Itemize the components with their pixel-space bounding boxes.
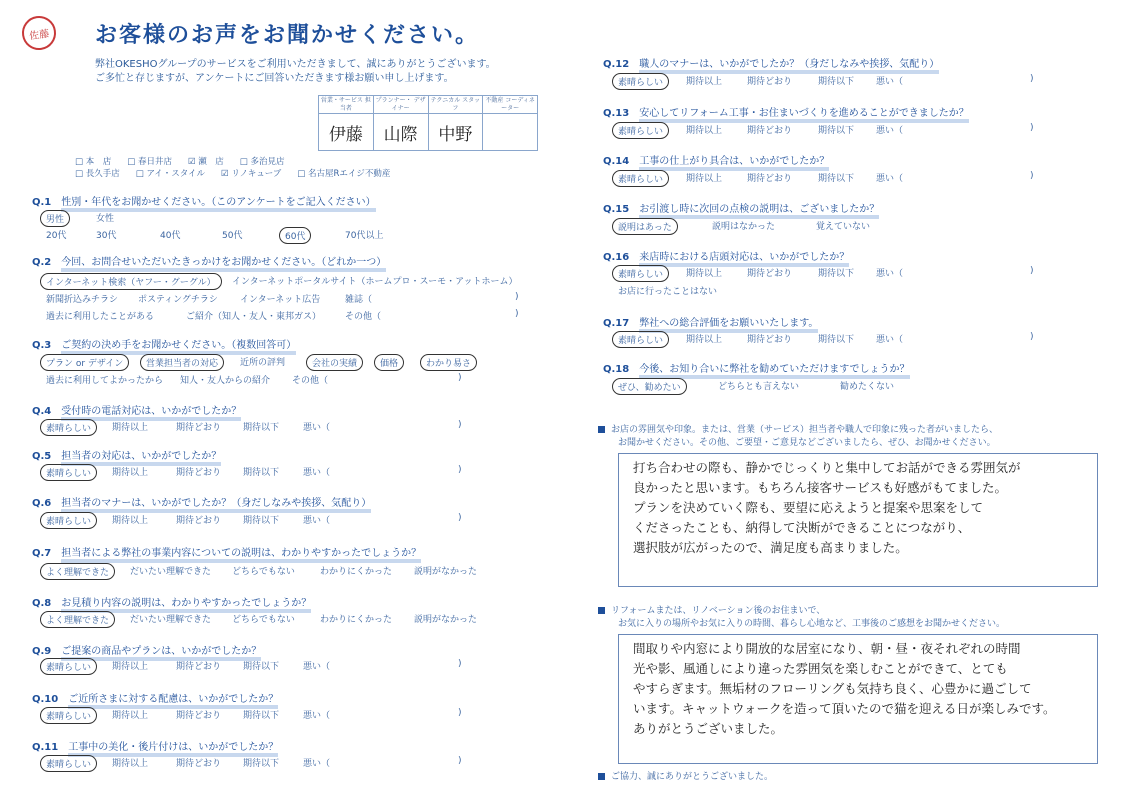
- question-q7: [32, 544, 421, 559]
- option[interactable]: どちらでもない: [232, 567, 295, 577]
- question-text: 担当者の対応は、いかがでしたか？: [61, 451, 221, 466]
- option[interactable]: 女性: [96, 214, 115, 224]
- question-q4: [32, 402, 241, 417]
- option: ): [515, 292, 519, 302]
- option-selected[interactable]: プラン or デザイン: [40, 354, 129, 371]
- square-bullet-icon: [598, 607, 605, 614]
- option-selected[interactable]: 説明はあった: [612, 218, 678, 235]
- rating-option[interactable]: 期待どおり: [176, 423, 222, 433]
- option-selected[interactable]: よく理解できた: [40, 563, 115, 580]
- rating-option[interactable]: 悪い（: [303, 711, 331, 721]
- option[interactable]: 20代: [46, 231, 67, 241]
- option[interactable]: インターネット広告: [240, 295, 321, 305]
- rating-close: ): [458, 513, 462, 523]
- comment-line: ありがとうございました。: [633, 721, 784, 736]
- rating-option[interactable]: 悪い（: [303, 423, 331, 433]
- rating-option[interactable]: 悪い（: [876, 269, 904, 279]
- rating-option[interactable]: 悪い（: [303, 516, 331, 526]
- question-number: Q.18: [603, 364, 630, 375]
- rating-close: ): [1030, 332, 1034, 342]
- option[interactable]: 勧めたくない: [840, 382, 895, 392]
- rating-option[interactable]: 悪い（: [876, 335, 904, 345]
- question-text: 安心してリフォーム工事・お住まいづくりを進めることができましたか？: [639, 108, 969, 123]
- comment-box-2[interactable]: [618, 634, 1098, 764]
- question-q5: [32, 447, 221, 462]
- rating-selected[interactable]: 素晴らしい: [612, 265, 669, 282]
- rating-close: ): [1030, 74, 1034, 84]
- rating-option[interactable]: 期待以下: [818, 269, 855, 279]
- rating-option[interactable]: 期待以下: [243, 423, 280, 433]
- option-selected[interactable]: よく理解できた: [40, 611, 115, 628]
- option[interactable]: 雑誌（: [345, 295, 373, 305]
- option[interactable]: 説明がなかった: [414, 567, 478, 577]
- question-text: ご近所さまに対する配慮は、いかがでしたか？: [68, 694, 278, 709]
- store-checkbox[interactable]: □ 多治見店: [239, 157, 285, 167]
- option[interactable]: 覚えていない: [816, 222, 871, 232]
- rating-close: ): [1030, 171, 1034, 181]
- rating-selected[interactable]: 素晴らしい: [612, 122, 669, 139]
- rating-option[interactable]: 期待以下: [243, 516, 280, 526]
- question-number: Q.11: [32, 742, 59, 753]
- store-checkbox[interactable]: □ 本 店: [75, 157, 112, 167]
- rating-option[interactable]: 期待どおり: [176, 468, 222, 478]
- question-q13: [603, 104, 969, 119]
- rating-option[interactable]: 期待以上: [686, 77, 723, 87]
- rating-option[interactable]: 期待以上: [686, 174, 723, 184]
- question-number: Q.6: [32, 498, 52, 509]
- question-text: 担当者による弊社の事業内容についての説明は、わかりやすかったでしょうか？: [61, 548, 421, 563]
- comment-box-1[interactable]: [618, 453, 1098, 587]
- rating-option[interactable]: 期待以上: [686, 269, 723, 279]
- store-checkboxes: [75, 156, 390, 180]
- rating-option[interactable]: 期待どおり: [747, 174, 793, 184]
- rating-option[interactable]: 期待どおり: [176, 516, 222, 526]
- question-number: Q.4: [32, 406, 52, 417]
- rating-close: ): [1030, 266, 1034, 276]
- option[interactable]: 50代: [222, 231, 243, 241]
- comment-line: 光や影、風通しにより違った雰囲気を楽しむことができて、とても: [633, 661, 1008, 676]
- option[interactable]: 30代: [96, 231, 117, 241]
- option[interactable]: 近所の評判: [240, 358, 286, 368]
- question-text: 来店時における店頭対応は、いかがでしたか？: [639, 252, 849, 267]
- rating-option[interactable]: 期待以上: [112, 759, 149, 769]
- question-q15: [603, 200, 879, 215]
- store-checkbox[interactable]: □ 名古屋Rエイジ不動産: [297, 169, 391, 179]
- question-q18: [603, 360, 910, 375]
- seal-stamp: 佐藤: [20, 14, 58, 52]
- rating-option[interactable]: 期待どおり: [176, 662, 222, 672]
- staff-name: 伊藤: [328, 125, 363, 145]
- option[interactable]: その他（: [292, 376, 329, 386]
- store-checkbox[interactable]: □ アイ・スタイル: [135, 169, 206, 179]
- rating-option[interactable]: 期待以上: [686, 126, 723, 136]
- staff-name: 山際: [383, 125, 418, 145]
- rating-selected[interactable]: 素晴らしい: [40, 419, 97, 436]
- option[interactable]: 過去に利用してよかったから: [46, 376, 164, 386]
- question-number: Q.9: [32, 646, 52, 657]
- rating-close: ): [458, 708, 462, 718]
- prompt-line: リフォームまたは、リノベーション後のお住まいで、: [598, 605, 1005, 618]
- rating-option[interactable]: 悪い（: [876, 77, 904, 87]
- rating-option[interactable]: 期待以上: [112, 711, 149, 721]
- option[interactable]: その他（: [345, 312, 382, 322]
- rating-option[interactable]: 期待どおり: [747, 269, 793, 279]
- staff-role: 不動産 コーディネーター: [483, 96, 537, 114]
- question-q9: [32, 642, 261, 657]
- rating-option[interactable]: 期待以下: [818, 174, 855, 184]
- staff-col: [374, 96, 429, 150]
- question-q12: [603, 55, 939, 70]
- question-text: 受付時の電話対応は、いかがでしたか？: [61, 406, 241, 421]
- staff-name: [483, 114, 537, 150]
- question-q10: [32, 690, 278, 705]
- rating-option[interactable]: 期待以下: [243, 711, 280, 721]
- question-q2: [32, 253, 386, 268]
- question-number: Q.5: [32, 451, 52, 462]
- option[interactable]: 過去に利用したことがある: [46, 312, 155, 322]
- question-number: Q.16: [603, 252, 630, 263]
- question-number: Q.1: [32, 197, 52, 208]
- intro-line: 弊社OKESHOグループのサービスをご利用いただきまして、誠にありがとうございます。: [95, 59, 496, 70]
- question-number: Q.3: [32, 340, 52, 351]
- rating-selected[interactable]: 素晴らしい: [40, 707, 97, 724]
- option[interactable]: ご紹介（知人・友人・東邦ガス）: [186, 312, 322, 322]
- rating-option[interactable]: 期待以上: [112, 662, 149, 672]
- staff-col: [483, 96, 537, 150]
- option[interactable]: どちらとも言えない: [718, 382, 800, 392]
- option[interactable]: 新聞折込みチラシ: [46, 295, 119, 305]
- rating-option[interactable]: 期待どおり: [747, 335, 793, 345]
- rating-selected[interactable]: 素晴らしい: [612, 73, 669, 90]
- option[interactable]: ポスティングチラシ: [138, 295, 218, 305]
- staff-role: テクニカル スタッフ: [429, 96, 483, 114]
- question-q16: [603, 248, 849, 263]
- rating-option[interactable]: 期待どおり: [747, 77, 793, 87]
- comment-line: います。キャットウォークを造って頂いたので猫を迎える日が楽しみです。: [633, 701, 1056, 716]
- option[interactable]: インターネットポータルサイト（ホームプロ・スーモ・アットホーム）: [232, 277, 518, 287]
- rating-option[interactable]: 期待どおり: [176, 759, 222, 769]
- square-bullet-icon: [598, 426, 605, 433]
- question-text: 職人のマナーは、いかがでしたか？（身だしなみや挨拶、気配り）: [639, 59, 939, 74]
- question-text: 弊社への総合評価をお願いいたします。: [639, 318, 818, 333]
- intro-text: [95, 58, 496, 86]
- question-text: 性別・年代をお聞かせください。（このアンケートをご記入ください）: [61, 197, 375, 212]
- option[interactable]: 説明はなかった: [712, 222, 776, 232]
- rating-option[interactable]: 悪い（: [876, 174, 904, 184]
- rating-option[interactable]: 期待以下: [243, 468, 280, 478]
- option-selected[interactable]: 会社の実績: [306, 354, 363, 371]
- option-selected[interactable]: 60代: [279, 227, 311, 244]
- option[interactable]: 40代: [160, 231, 181, 241]
- question-number: Q.13: [603, 108, 630, 119]
- staff-col: [319, 96, 374, 150]
- comment-line: やすらぎます。無垢材のフローリングも気持ち良く、心豊かに過ごして: [633, 681, 1032, 696]
- question-q17: [603, 314, 818, 329]
- question-number: Q.15: [603, 204, 630, 215]
- rating-option[interactable]: 期待以下: [818, 335, 855, 345]
- option[interactable]: 知人・友人からの紹介: [180, 376, 271, 386]
- question-number: Q.17: [603, 318, 630, 329]
- option-selected[interactable]: 男性: [40, 210, 70, 227]
- rating-option[interactable]: 期待以上: [686, 335, 723, 345]
- rating-selected[interactable]: 素晴らしい: [40, 658, 97, 675]
- prompt-line: お店の雰囲気や印象。または、営業（サービス）担当者や職人で印象に残った者がいましたら、: [598, 424, 998, 437]
- option[interactable]: 70代以上: [345, 231, 384, 241]
- rating-option[interactable]: 期待以下: [818, 77, 855, 87]
- staff-table: [318, 95, 538, 151]
- comment-line: 選択肢が広がったので、満足度も高まりました。: [633, 540, 908, 555]
- comment-line: 打ち合わせの際も、静かでじっくりと集中してお話ができる雰囲気が: [633, 460, 1021, 475]
- option: ): [458, 373, 462, 383]
- rating-selected[interactable]: 素晴らしい: [612, 331, 669, 348]
- comment-line: プランを決めていく際も、要望に応えようと提案や思案をして: [633, 500, 984, 515]
- rating-option[interactable]: 悪い（: [303, 662, 331, 672]
- question-text: ご提案の商品やプランは、いかがでしたか？: [61, 646, 261, 661]
- option[interactable]: お店に行ったことはない: [618, 287, 718, 297]
- rating-selected[interactable]: 素晴らしい: [612, 170, 669, 187]
- store-checkbox[interactable]: □ 長久手店: [75, 169, 120, 179]
- rating-option[interactable]: 期待どおり: [747, 126, 793, 136]
- comment-prompt-1: [598, 424, 998, 450]
- rating-selected[interactable]: 素晴らしい: [40, 755, 97, 772]
- option-selected[interactable]: ぜひ、勧めたい: [612, 378, 687, 395]
- question-number: Q.10: [32, 694, 59, 705]
- rating-option[interactable]: 期待以下: [818, 126, 855, 136]
- comment-line: 間取りや内窓により開放的な居室になり、朝・昼・夜それぞれの時間: [633, 641, 1021, 656]
- question-text: 今後、お知り合いに弊社を勧めていただけますでしょうか？: [639, 364, 909, 379]
- rating-option[interactable]: 悪い（: [303, 468, 331, 478]
- option[interactable]: わかりにくかった: [320, 567, 393, 577]
- question-q14: [603, 152, 829, 167]
- option[interactable]: どちらでもない: [232, 615, 295, 625]
- rating-option[interactable]: 悪い（: [876, 126, 904, 136]
- rating-option[interactable]: 悪い（: [303, 759, 331, 769]
- question-text: 担当者のマナーは、いかがでしたか？（身だしなみや挨拶、気配り）: [61, 498, 371, 513]
- question-q6: [32, 494, 371, 509]
- rating-close: ): [458, 756, 462, 766]
- option-selected[interactable]: インターネット検索（ヤフー・グーグル）: [40, 273, 222, 290]
- rating-close: ): [458, 420, 462, 430]
- rating-option[interactable]: 期待以上: [112, 516, 149, 526]
- question-q1: [32, 193, 376, 208]
- rating-selected[interactable]: 素晴らしい: [40, 464, 97, 481]
- question-number: Q.2: [32, 257, 52, 268]
- comment-line: 良かったと思います。もちろん接客サービスも好感がもてました。: [633, 480, 1008, 495]
- rating-option[interactable]: 期待以上: [112, 468, 149, 478]
- question-text: 工事中の美化・後片付けは、いかがでしたか？: [68, 742, 278, 757]
- question-q8: [32, 594, 311, 609]
- square-bullet-icon: [598, 773, 605, 780]
- footer: [598, 771, 773, 784]
- question-text: ご契約の決め手をお聞かせください。（複数回答可）: [61, 340, 296, 355]
- question-text: お見積り内容の説明は、わかりやすかったでしょうか？: [61, 598, 311, 613]
- comment-prompt-2: [598, 605, 1005, 631]
- question-number: Q.12: [603, 59, 630, 70]
- question-text: お引渡し時に次回の点検の説明は、ございましたか？: [639, 204, 879, 219]
- rating-option[interactable]: 期待以下: [243, 662, 280, 672]
- staff-role: プランナー・ デザイナー: [375, 97, 426, 112]
- staff-role: 営業・サービス 担当者: [320, 97, 371, 112]
- option[interactable]: わかりにくかった: [320, 615, 393, 625]
- prompt-line: お気に入りの場所やお気に入りの時間、暮らし心地など、工事後のご感想をお聞かせください。: [618, 619, 1006, 629]
- staff-col: [429, 96, 484, 150]
- rating-selected[interactable]: 素晴らしい: [40, 512, 97, 529]
- rating-option[interactable]: 期待以上: [112, 423, 149, 433]
- rating-close: ): [1030, 123, 1034, 133]
- rating-close: ): [458, 465, 462, 475]
- store-checkbox[interactable]: □ 春日井店: [127, 157, 172, 167]
- question-text: 工事の仕上がり具合は、いかがでしたか？: [639, 156, 829, 171]
- prompt-line: お聞かせください。その他、ご要望・ご意見などございましたら、ぜひ、お聞かせください。: [618, 438, 996, 448]
- question-q11: [32, 738, 278, 753]
- option[interactable]: 説明がなかった: [414, 615, 478, 625]
- rating-option[interactable]: 期待以下: [243, 759, 280, 769]
- question-number: Q.7: [32, 548, 52, 559]
- question-number: Q.14: [603, 156, 630, 167]
- footer-text: ご協力、誠にありがとうございました。: [611, 772, 774, 782]
- staff-name: 中野: [438, 125, 473, 145]
- option[interactable]: だいたい理解できた: [130, 567, 212, 577]
- question-q3: [32, 336, 296, 351]
- rating-option[interactable]: 期待どおり: [176, 711, 222, 721]
- option-selected[interactable]: わかり易さ: [420, 354, 477, 371]
- question-text: 今回、お問合せいただいたきっかけをお聞かせください。（どれか一つ）: [61, 257, 386, 272]
- intro-line: ご多忙と存じますが、アンケートにご回答いただきます様お願い申し上げます。: [95, 73, 454, 84]
- rating-close: ): [458, 659, 462, 669]
- option[interactable]: だいたい理解できた: [130, 615, 212, 625]
- option-selected[interactable]: 営業担当者の対応: [140, 354, 224, 371]
- store-checkbox[interactable]: ☑ 瀬 店: [187, 157, 224, 167]
- page-title: お客様のお声をお聞かせください。: [95, 23, 480, 48]
- question-number: Q.8: [32, 598, 52, 609]
- option: ): [515, 309, 519, 319]
- store-checkbox[interactable]: ☑ リノキューブ: [221, 169, 282, 179]
- comment-line: くださったことも、納得して決断ができることにつながり、: [633, 520, 971, 535]
- option-selected[interactable]: 価格: [374, 354, 404, 371]
